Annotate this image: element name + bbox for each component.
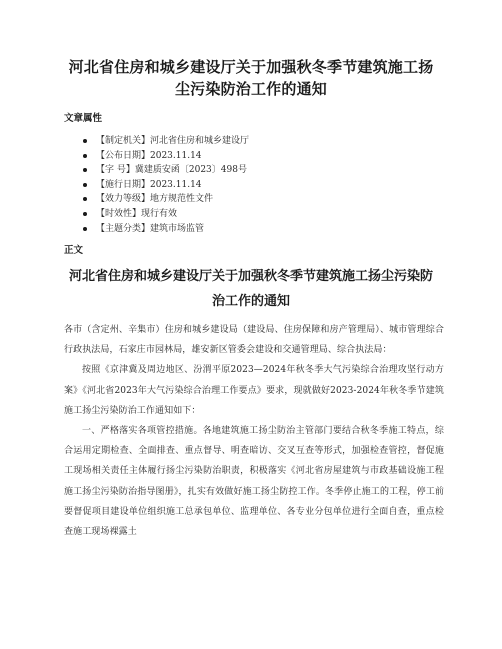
paragraph: 一、严格落实各项管控措施。各地建筑施工扬尘防治主管部门要结合秋冬季施工特点，综合运用定期检查、全面排查、重点督导、明查暗访、交叉互查等形式，加强检查管控，督促施工现场相关责任主体履行扬尘污染防治职责，积极落实《河北省房屋建筑与市政基础设施工程施工扬尘污染防治指导图册》，扎实有效做好施工扬尘防控工作。冬季停止施工的工程，停工前要督促项目建设单位组织施工总承包单位、监理单位、各专业分包单位进行全面自查，重点检查施工现场裸露土 (64, 426, 444, 538)
bullet-icon (83, 183, 87, 187)
bullet-icon (83, 212, 87, 216)
attribute-item: 【字 号】冀建质安函〔2023〕498号 (96, 163, 249, 178)
paragraph: 按照《京津冀及周边地区、汾渭平原2023—2024年秋冬季大气污染综合治理攻坚行动方案》《河北省2023年大气污染综合治理工作要点》要求，现就做好2023-2024年秋冬季节建筑施工扬尘污染防治工作通知如下： (64, 365, 444, 416)
attribute-item: 【时效性】现行有效 (96, 207, 249, 222)
bullet-icon (83, 154, 87, 158)
document-title: 河北省住房和城乡建设厅关于加强秋冬季节建筑施工扬尘污染防治工作的通知 (68, 58, 434, 98)
attributes-list (96, 134, 249, 236)
attribute-item: 【制定机关】河北省住房和城乡建设厅 (96, 134, 249, 149)
attribute-item: 【施行日期】2023.11.14 (96, 178, 249, 193)
attribute-item: 【主题分类】建筑市场监管 (96, 222, 249, 237)
bullet-icon (83, 197, 87, 201)
bullet-icon (83, 168, 87, 172)
bullet-icon (83, 227, 87, 231)
body-title: 河北省住房和城乡建设厅关于加强秋冬季节建筑施工扬尘污染防治工作的通知 (68, 269, 433, 309)
bullet-icon (83, 139, 87, 143)
paragraph: 各市（含定州、辛集市）住房和城乡建设局（建设局、住房保障和房产管理局）、城市管理综合行政执法局，石家庄市园林局，雄安新区管委会建设和交通管理局、综合执法局： (64, 325, 444, 356)
attributes-heading: 文章属性 (64, 113, 103, 124)
attribute-item: 【效力等级】地方规范性文件 (96, 192, 249, 207)
attribute-item: 【公布日期】2023.11.14 (96, 149, 249, 164)
body-heading: 正文 (64, 245, 84, 256)
body-text (64, 320, 444, 542)
